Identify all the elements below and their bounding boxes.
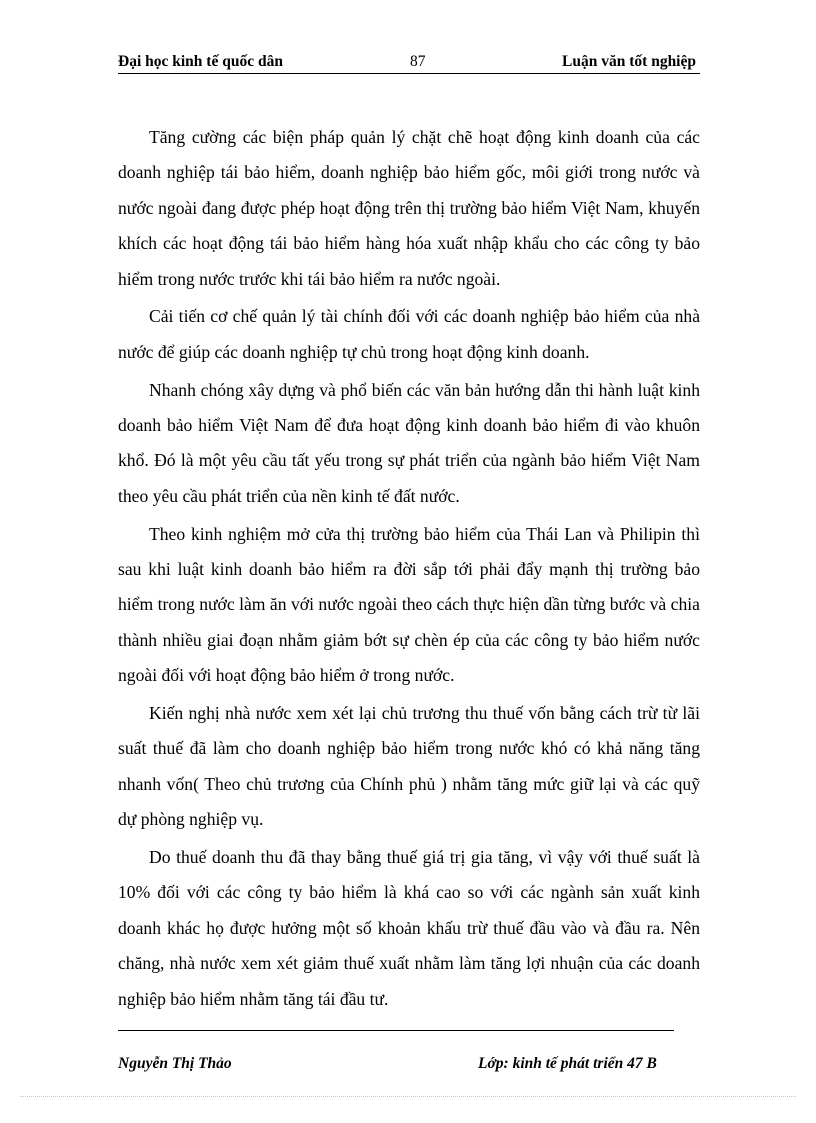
paragraph: Theo kinh nghiệm mở cửa thị trường bảo hiểm của Thái Lan và Philipin thì sau khi luật kinh doanh bảo hiểm ra đời sắp tới phải đẩy mạnh thị trường bảo hiểm trong nước làm ăn với nước ngoài theo cách thực hiện dần từng bước và chia thành nhiều giai đoạn nhằm giảm bớt sự chèn ép của các công ty bảo hiểm nước ngoài đối với hoạt động bảo hiểm ở trong nước. [118,523,700,686]
page-header [118,51,700,74]
footer-author: Nguyễn Thị Thảo [118,1055,232,1072]
footer-divider [118,1030,674,1031]
paragraph: Do thuế doanh thu đã thay bằng thuế giá trị gia tăng, vì vậy với thuế suất là 10% đối với các công ty bảo hiểm là khá cao so với các ngành sản xuất kinh doanh khác họ được hưởng một số khoản khấu trừ thuế đầu vào và đầu ra. Nên chăng, nhà nước xem xét giảm thuế xuất nhằm làm tăng lợi nhuận của các doanh nghiệp bảo hiểm nhằm tăng tái đầu tư. [118,847,700,1009]
paragraph: Nhanh chóng xây dựng và phổ biến các văn bản hướng dẫn thi hành luật kinh doanh bảo hiểm Việt Nam để đưa hoạt động kinh doanh bảo hiểm đi vào khuôn khổ. Đó là một yêu cầu tất yếu trong sự phát triển của ngành bảo hiểm Việt Nam theo yêu cầu phát triển của nền kinh tế đất nước. [118,379,700,506]
paragraph: Cải tiến cơ chế quản lý tài chính đối với các doanh nghiệp bảo hiểm của nhà nước để giúp các doanh nghiệp tự chủ trong hoạt động kinh doanh. [118,306,700,362]
header-university: Đại học kinh tế quốc dân [118,53,283,70]
main-text [118,120,700,1020]
page-bottom-edge [20,1096,796,1097]
footer-class: Lớp: kinh tế phát triển 47 B [478,1055,657,1072]
paragraph: Tăng cường các biện pháp quản lý chặt chẽ hoạt động kinh doanh của các doanh nghiệp tái bảo hiểm, doanh nghiệp bảo hiểm gốc, môi giới trong nước và nước ngoài đang được phép hoạt động trên thị trường bảo hiểm Việt Nam, khuyến khích các hoạt động tái bảo hiểm hàng hóa xuất nhập khẩu cho các công ty bảo hiểm trong nước trước khi tái bảo hiểm ra nước ngoài. [118,127,700,289]
header-document-type: Luận văn tốt nghiệp [562,53,696,70]
page-number: 87 [410,53,426,70]
paragraph: Kiến nghị nhà nước xem xét lại chủ trương thu thuế vốn bằng cách trừ từ lãi suất thuế đã làm cho doanh nghiệp bảo hiểm trong nước khó có khả năng tăng nhanh vốn( Theo chủ trương của Chính phủ ) nhằm tăng mức giữ lại và các quỹ dự phòng nghiệp vụ. [118,703,700,830]
